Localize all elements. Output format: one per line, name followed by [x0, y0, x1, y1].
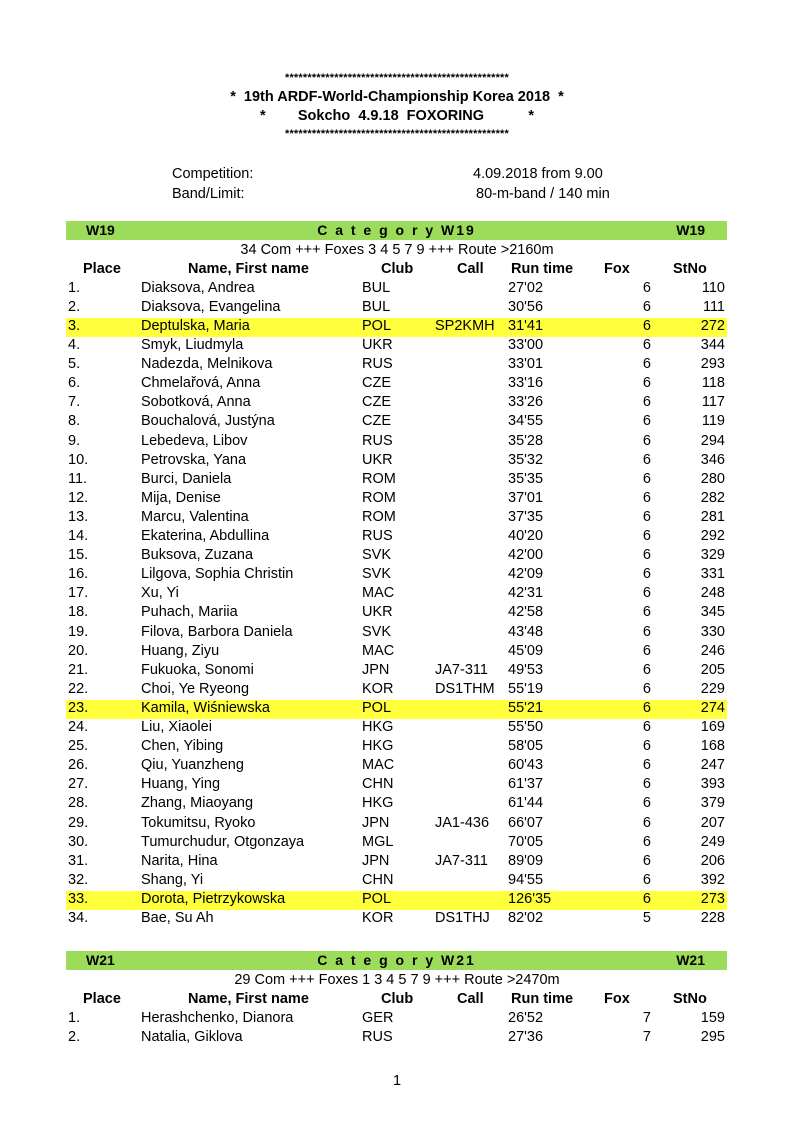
- category-code-left: W21: [86, 952, 115, 968]
- cell-name: Zhang, Miaoyang: [141, 795, 254, 812]
- cell-time: 33'00: [508, 337, 544, 353]
- table-row: [66, 375, 727, 394]
- cell-name: Bouchalová, Justýna: [141, 413, 275, 430]
- cell-fox: 6: [642, 317, 651, 334]
- cell-stno: 274: [700, 699, 725, 716]
- cell-place: 2.: [68, 298, 81, 315]
- cell-stno: 273: [700, 890, 725, 907]
- cell-club: ROM: [362, 489, 396, 506]
- page-number: 1: [392, 1073, 402, 1089]
- cell-club: UKR: [362, 451, 393, 468]
- cell-name: Natalia, Giklova: [141, 1028, 243, 1045]
- cell-club: UKR: [362, 337, 393, 353]
- cell-time: 35'28: [508, 432, 544, 449]
- cell-name: Sobotková, Anna: [141, 394, 251, 411]
- column-header-name: Name, First name: [188, 990, 309, 1007]
- cell-club: SVK: [362, 566, 392, 583]
- cell-stno: 281: [700, 508, 725, 525]
- cell-fox: 6: [642, 508, 651, 525]
- table-row: [66, 604, 727, 623]
- cell-name: Burci, Daniela: [141, 470, 232, 487]
- cell-stno: 331: [700, 566, 725, 583]
- cell-fox: 6: [642, 833, 651, 850]
- table-row: [66, 719, 727, 738]
- cell-stno: 205: [700, 661, 725, 678]
- cell-time: 94'55: [508, 871, 544, 888]
- table-row: [66, 834, 727, 853]
- cell-club: RUS: [362, 432, 393, 449]
- cell-place: 5.: [68, 356, 81, 373]
- cell-fox: 6: [642, 871, 651, 888]
- column-header-name: Name, First name: [188, 260, 309, 277]
- cell-fox: 6: [642, 661, 651, 678]
- cell-stno: 392: [700, 871, 725, 888]
- cell-club: POL: [362, 699, 392, 716]
- table-row: [66, 280, 727, 299]
- table-row: [66, 776, 727, 795]
- cell-time: 61'44: [508, 795, 544, 812]
- table-row: [66, 872, 727, 891]
- cell-place: 31.: [68, 852, 89, 869]
- cell-stno: 248: [700, 585, 725, 602]
- cell-place: 9.: [68, 432, 81, 449]
- cell-name: Puhach, Mariia: [141, 604, 238, 621]
- cell-club: HKG: [362, 795, 394, 812]
- column-headers: [0, 261, 794, 280]
- cell-fox: 6: [642, 356, 651, 373]
- cell-name: Mija, Denise: [141, 489, 221, 506]
- cell-time: 34'55: [508, 413, 544, 430]
- category-description: 34 Com +++ Foxes 3 4 5 7 9 +++ Route >2160m: [240, 241, 554, 258]
- cell-fox: 6: [642, 680, 651, 697]
- cell-place: 14.: [68, 528, 89, 544]
- cell-fox: 6: [642, 776, 651, 793]
- cell-name: Chmelařová, Anna: [141, 375, 261, 392]
- cell-club: MAC: [362, 642, 395, 659]
- cell-call: JA7-311: [435, 661, 488, 678]
- cell-stno: 292: [700, 528, 725, 544]
- cell-stno: 246: [700, 642, 725, 659]
- cell-place: 6.: [68, 375, 81, 392]
- cell-place: 15.: [68, 547, 89, 564]
- cell-fox: 6: [642, 699, 651, 716]
- cell-stno: 329: [700, 547, 725, 564]
- column-header-club: Club: [381, 990, 414, 1007]
- cell-stno: 272: [700, 317, 725, 334]
- cell-place: 13.: [68, 508, 89, 525]
- cell-fox: 6: [642, 795, 651, 812]
- cell-fox: 6: [642, 375, 651, 392]
- cell-stno: 249: [700, 833, 725, 850]
- cell-place: 2.: [68, 1028, 81, 1045]
- cell-club: SVK: [362, 547, 392, 564]
- cell-call: SP2KMH: [435, 317, 495, 334]
- table-row: [66, 700, 727, 719]
- cell-place: 10.: [68, 451, 89, 468]
- cell-time: 126'35: [508, 890, 552, 907]
- cell-stno: 247: [700, 757, 725, 774]
- cell-place: 33.: [68, 890, 89, 907]
- cell-club: JPN: [362, 852, 390, 869]
- cell-place: 24.: [68, 719, 89, 735]
- cell-place: 30.: [68, 833, 89, 850]
- cell-time: 58'05: [508, 738, 544, 755]
- cell-stno: 207: [700, 814, 725, 831]
- table-row: [66, 433, 727, 452]
- cell-place: 7.: [68, 394, 81, 411]
- column-header-call: Call: [457, 260, 484, 277]
- cell-stno: 118: [701, 375, 725, 392]
- cell-fox: 6: [642, 852, 651, 869]
- cell-place: 3.: [68, 317, 81, 334]
- cell-club: RUS: [362, 1028, 393, 1045]
- column-header-fox: Fox: [604, 990, 630, 1007]
- cell-fox: 6: [642, 298, 651, 315]
- cell-call: JA1-436: [435, 814, 490, 831]
- cell-fox: 6: [642, 585, 651, 602]
- cell-club: ROM: [362, 470, 396, 487]
- table-row: [66, 624, 727, 643]
- cell-time: 42'31: [508, 585, 544, 602]
- cell-name: Shang, Yi: [141, 871, 204, 888]
- cell-stno: 295: [700, 1028, 725, 1045]
- championship-title: * 19th ARDF-World-Championship Korea 2018 *: [230, 89, 564, 105]
- table-row: [66, 452, 727, 471]
- cell-stno: 293: [700, 356, 725, 373]
- cell-place: 20.: [68, 642, 89, 659]
- cell-name: Dorota, Pietrzykowska: [141, 890, 286, 907]
- cell-stno: 330: [700, 623, 725, 640]
- cell-fox: 6: [642, 566, 651, 583]
- cell-name: Filova, Barbora Daniela: [141, 623, 293, 640]
- cell-fox: 6: [642, 528, 651, 544]
- band-label: Band/Limit:: [172, 186, 245, 202]
- column-headers: [0, 991, 794, 1010]
- cell-name: Choi, Ye Ryeong: [141, 680, 250, 697]
- table-row: [66, 509, 727, 528]
- header-stars-bottom: **************************************************: [284, 128, 510, 140]
- cell-name: Smyk, Liudmyla: [141, 337, 244, 353]
- cell-place: 29.: [68, 814, 89, 831]
- cell-time: 82'02: [508, 910, 544, 926]
- table-row: [66, 318, 727, 337]
- cell-name: Deptulska, Maria: [141, 317, 250, 334]
- cell-fox: 6: [642, 738, 651, 755]
- cell-fox: 7: [642, 1009, 651, 1026]
- table-row: [66, 528, 727, 547]
- table-row: [66, 471, 727, 490]
- cell-time: 45'09: [508, 642, 544, 659]
- cell-place: 1.: [68, 279, 81, 296]
- cell-time: 40'20: [508, 528, 544, 544]
- cell-club: CHN: [362, 776, 394, 793]
- cell-stno: 379: [700, 795, 725, 812]
- cell-stno: 228: [700, 910, 725, 926]
- category-title: C a t e g o r y W21: [317, 952, 476, 968]
- band-value: 80-m-band / 140 min: [476, 186, 610, 202]
- cell-time: 42'58: [508, 604, 544, 621]
- cell-fox: 6: [642, 547, 651, 564]
- cell-fox: 6: [642, 604, 651, 621]
- category-bar: [66, 221, 727, 240]
- table-row: [66, 1010, 727, 1029]
- table-row: [66, 795, 727, 814]
- column-header-fox: Fox: [604, 260, 630, 277]
- cell-time: 66'07: [508, 814, 544, 831]
- cell-stno: 280: [700, 470, 725, 487]
- cell-club: RUS: [362, 528, 393, 544]
- cell-name: Huang, Ying: [141, 776, 221, 793]
- cell-fox: 6: [642, 470, 651, 487]
- cell-name: Qiu, Yuanzheng: [141, 757, 244, 774]
- cell-club: POL: [362, 890, 392, 907]
- cell-time: 60'43: [508, 757, 544, 774]
- cell-fox: 6: [642, 623, 651, 640]
- column-header-place: Place: [83, 260, 121, 277]
- cell-time: 27'36: [508, 1028, 544, 1045]
- cell-club: UKR: [362, 604, 393, 621]
- cell-fox: 6: [642, 814, 651, 831]
- cell-club: KOR: [362, 680, 394, 697]
- cell-club: CHN: [362, 871, 394, 888]
- cell-fox: 5: [642, 910, 651, 926]
- cell-time: 49'53: [508, 661, 544, 678]
- cell-stno: 117: [701, 394, 725, 411]
- cell-stno: 169: [700, 719, 725, 735]
- cell-club: GER: [362, 1009, 394, 1026]
- cell-fox: 6: [642, 489, 651, 506]
- cell-stno: 344: [700, 337, 725, 353]
- cell-time: 27'02: [508, 279, 544, 296]
- cell-time: 55'19: [508, 680, 544, 697]
- cell-club: JPN: [362, 661, 390, 678]
- cell-name: Chen, Yibing: [141, 738, 224, 755]
- cell-name: Nadezda, Melnikova: [141, 356, 273, 373]
- table-row: [66, 1029, 727, 1048]
- table-row: [66, 490, 727, 509]
- cell-name: Diaksova, Evangelina: [141, 298, 281, 315]
- cell-stno: 345: [700, 604, 725, 621]
- cell-club: CZE: [362, 375, 391, 392]
- cell-time: 89'09: [508, 852, 544, 869]
- cell-club: MAC: [362, 757, 395, 774]
- cell-time: 55'50: [508, 719, 544, 735]
- cell-name: Narita, Hina: [141, 852, 218, 869]
- cell-place: 22.: [68, 680, 89, 697]
- cell-stno: 206: [700, 852, 725, 869]
- cell-place: 23.: [68, 699, 89, 716]
- cell-call: DS1THM: [435, 680, 495, 697]
- cell-time: 42'09: [508, 566, 544, 583]
- cell-time: 55'21: [508, 699, 544, 716]
- table-row: [66, 337, 727, 356]
- cell-name: Petrovska, Yana: [141, 451, 247, 468]
- cell-club: CZE: [362, 413, 391, 430]
- cell-fox: 6: [642, 394, 651, 411]
- table-row: [66, 547, 727, 566]
- cell-name: Diaksova, Andrea: [141, 279, 255, 296]
- cell-club: KOR: [362, 910, 394, 926]
- cell-club: HKG: [362, 738, 394, 755]
- cell-place: 34.: [68, 910, 89, 926]
- cell-place: 4.: [68, 337, 81, 353]
- cell-time: 61'37: [508, 776, 544, 793]
- cell-stno: 393: [700, 776, 725, 793]
- cell-call: JA7-311: [435, 852, 488, 869]
- table-row: [66, 662, 727, 681]
- cell-name: Kamila, Wiśniewska: [141, 699, 270, 716]
- cell-time: 30'56: [508, 298, 544, 315]
- cell-name: Bae, Su Ah: [141, 910, 214, 926]
- cell-stno: 168: [700, 738, 725, 755]
- column-header-stno: StNo: [673, 260, 707, 277]
- category-code-left: W19: [86, 222, 115, 238]
- cell-club: JPN: [362, 814, 390, 831]
- table-row: [66, 356, 727, 375]
- cell-club: HKG: [362, 719, 394, 735]
- table-row: [66, 891, 727, 910]
- cell-place: 16.: [68, 566, 89, 583]
- table-row: [66, 566, 727, 585]
- table-row: [66, 681, 727, 700]
- table-row: [66, 643, 727, 662]
- category-title: C a t e g o r y W19: [317, 222, 476, 238]
- cell-place: 26.: [68, 757, 89, 774]
- cell-name: Lebedeva, Libov: [141, 432, 248, 449]
- cell-place: 18.: [68, 604, 89, 621]
- event-subtitle: * Sokcho 4.9.18 FOXORING *: [260, 108, 534, 124]
- cell-club: SVK: [362, 623, 392, 640]
- cell-club: MAC: [362, 585, 395, 602]
- cell-time: 43'48: [508, 623, 544, 640]
- cell-place: 17.: [68, 585, 89, 602]
- cell-club: MGL: [362, 833, 394, 850]
- cell-place: 27.: [68, 776, 89, 793]
- cell-fox: 6: [642, 757, 651, 774]
- cell-place: 21.: [68, 661, 89, 678]
- cell-place: 1.: [68, 1009, 81, 1026]
- category-code-right: W21: [676, 952, 705, 968]
- column-header-time: Run time: [511, 990, 574, 1007]
- cell-time: 35'35: [508, 470, 544, 487]
- cell-name: Lilgova, Sophia Christin: [141, 566, 294, 583]
- cell-fox: 6: [642, 279, 651, 296]
- cell-fox: 7: [642, 1028, 651, 1045]
- table-row: [66, 394, 727, 413]
- cell-time: 37'35: [508, 508, 544, 525]
- cell-club: POL: [362, 317, 392, 334]
- cell-fox: 6: [642, 337, 651, 353]
- table-row: [66, 757, 727, 776]
- cell-place: 28.: [68, 795, 89, 812]
- cell-time: 37'01: [508, 489, 544, 506]
- cell-place: 12.: [68, 489, 89, 506]
- cell-name: Tokumitsu, Ryoko: [141, 814, 256, 831]
- cell-time: 26'52: [508, 1009, 544, 1026]
- table-row: [66, 413, 727, 432]
- column-header-place: Place: [83, 990, 121, 1007]
- header-stars-top: **************************************************: [284, 72, 510, 84]
- cell-time: 33'26: [508, 394, 544, 411]
- cell-name: Marcu, Valentina: [141, 508, 249, 525]
- cell-stno: 229: [700, 680, 725, 697]
- cell-time: 42'00: [508, 547, 544, 564]
- cell-club: ROM: [362, 508, 396, 525]
- cell-time: 33'01: [508, 356, 544, 373]
- cell-stno: 294: [700, 432, 725, 449]
- cell-stno: 159: [700, 1009, 725, 1026]
- cell-time: 33'16: [508, 375, 544, 392]
- table-row: [66, 853, 727, 872]
- table-row: [66, 299, 727, 318]
- cell-stno: 346: [700, 451, 725, 468]
- cell-name: Tumurchudur, Otgonzaya: [141, 833, 305, 850]
- cell-name: Buksova, Zuzana: [141, 547, 254, 564]
- column-header-club: Club: [381, 260, 414, 277]
- cell-place: 8.: [68, 413, 81, 430]
- column-header-call: Call: [457, 990, 484, 1007]
- cell-time: 35'32: [508, 451, 544, 468]
- competition-label: Competition:: [172, 166, 254, 182]
- cell-name: Xu, Yi: [141, 585, 179, 602]
- cell-name: Ekaterina, Abdullina: [141, 528, 270, 544]
- cell-fox: 6: [642, 432, 651, 449]
- cell-time: 31'41: [508, 317, 544, 334]
- cell-name: Herashchenko, Dianora: [141, 1009, 294, 1026]
- table-row: [66, 585, 727, 604]
- table-row: [66, 910, 727, 929]
- cell-name: Huang, Ziyu: [141, 642, 220, 659]
- competition-value: 4.09.2018 from 9.00: [473, 166, 603, 182]
- cell-club: RUS: [362, 356, 393, 373]
- cell-fox: 6: [642, 451, 651, 468]
- column-header-time: Run time: [511, 260, 574, 277]
- cell-stno: 119: [701, 413, 725, 430]
- cell-place: 19.: [68, 623, 89, 640]
- cell-fox: 6: [642, 642, 651, 659]
- cell-fox: 6: [642, 413, 651, 430]
- cell-name: Fukuoka, Sonomi: [141, 661, 254, 678]
- cell-club: BUL: [362, 279, 391, 296]
- cell-fox: 6: [642, 890, 651, 907]
- cell-stno: 110: [701, 279, 725, 296]
- category-code-right: W19: [676, 222, 705, 238]
- cell-place: 25.: [68, 738, 89, 755]
- cell-club: BUL: [362, 298, 391, 315]
- column-header-stno: StNo: [673, 990, 707, 1007]
- cell-place: 11.: [68, 470, 88, 487]
- cell-call: DS1THJ: [435, 910, 490, 926]
- category-description: 29 Com +++ Foxes 1 3 4 5 7 9 +++ Route >2470m: [234, 971, 560, 988]
- category-bar: [66, 951, 727, 970]
- cell-stno: 282: [700, 489, 725, 506]
- cell-place: 32.: [68, 871, 89, 888]
- cell-fox: 6: [642, 719, 651, 735]
- cell-club: CZE: [362, 394, 391, 411]
- cell-time: 70'05: [508, 833, 544, 850]
- cell-stno: 111: [702, 298, 725, 315]
- table-row: [66, 738, 727, 757]
- table-row: [66, 815, 727, 834]
- cell-name: Liu, Xiaolei: [141, 719, 212, 735]
